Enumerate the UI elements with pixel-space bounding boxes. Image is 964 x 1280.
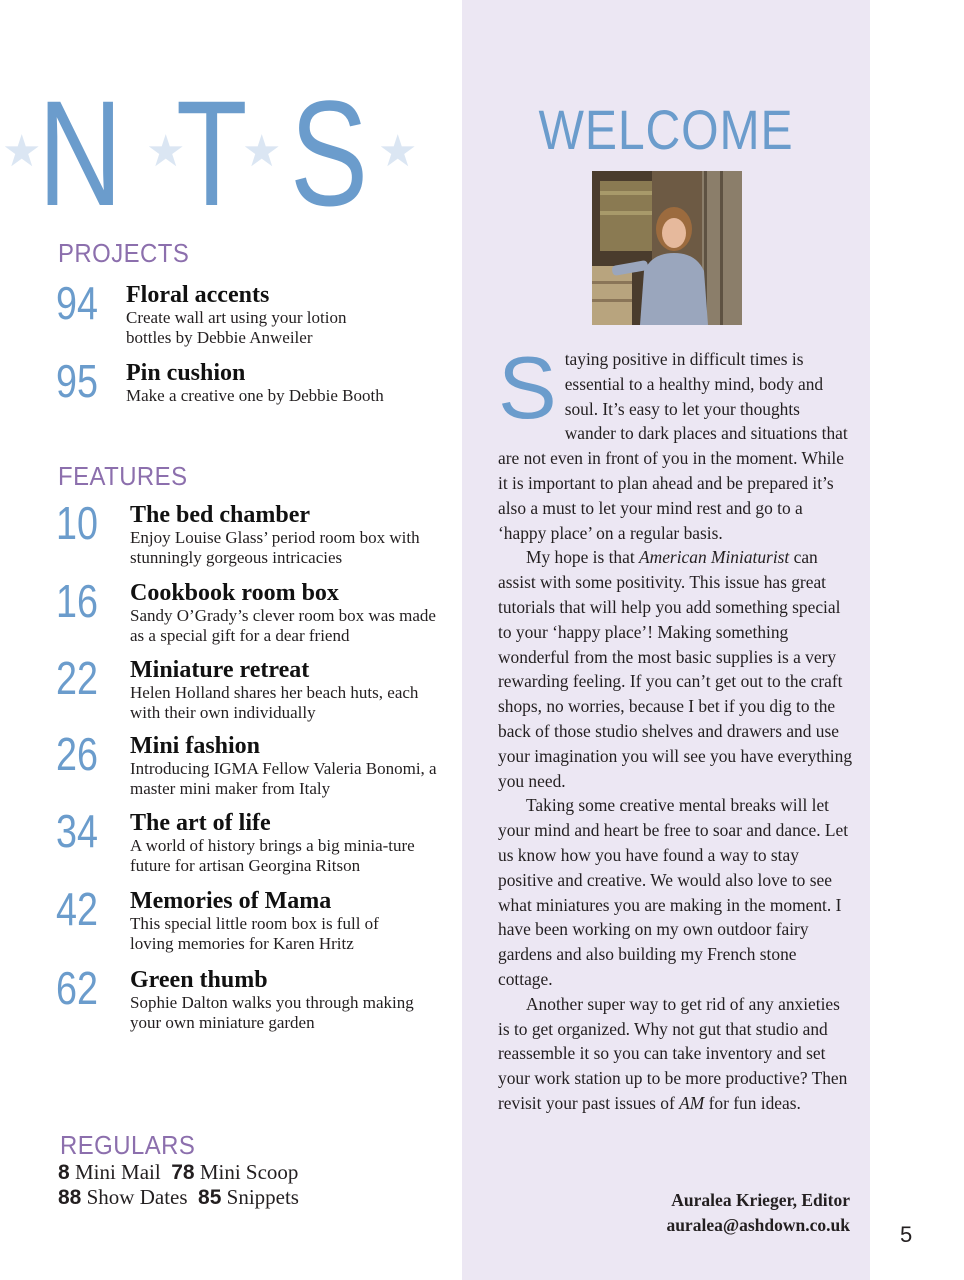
contents-title (0, 69, 440, 237)
entry-description: Sophie Dalton walks you through making your own miniature garden (130, 993, 414, 1032)
entry-description: Make a creative one by Debbie Booth (126, 386, 384, 405)
entry-description: Enjoy Louise Glass’ period room box with stunningly gorgeous intricacies (130, 528, 420, 567)
title-letter-n: N (38, 69, 123, 237)
entry-page-number: 34 (56, 805, 98, 857)
drop-cap: S (498, 338, 557, 437)
entry-title: Floral accents (126, 282, 270, 308)
entry-description: Sandy O’Grady’s clever room box was made as a special gift for a dear friend (130, 606, 436, 645)
entry-title: The bed chamber (130, 502, 310, 528)
entry-title: The art of life (130, 810, 271, 836)
regular-item[interactable]: 85 Snippets (198, 1185, 299, 1209)
entry-title: Green thumb (130, 967, 268, 993)
entry-title: Pin cushion (126, 360, 246, 386)
letter-paragraph: My hope is that American Miniaturist can assist with some positivity. This issue has great tutorials that will help you add something special to your ‘happy place’! Making something wonderful from the most basic supplies is a very rewarding feeling. If you can’t get out to the craft shops, no worries, because I bet if you dig to the back of those studio shelves and drawers and use your imagination you will see you have everything you need. (498, 547, 853, 791)
regular-item[interactable]: 8 Mini Mail (58, 1160, 161, 1184)
regulars-list (58, 1160, 299, 1210)
entry-page-number: 16 (56, 575, 98, 627)
star-icon: ★ (378, 127, 418, 176)
entry-title: Cookbook room box (130, 580, 339, 606)
letter-paragraph: Another super way to get rid of any anxieties is to get organized. Why not gut that studio and reassemble it so you can take inventory and set your work station up to be more productive? Then revisit your past issues of AM for fun ideas. (498, 993, 848, 1113)
star-icon: ★ (146, 127, 186, 176)
entry-description: Create wall art using your lotion bottles by Debbie Anweiler (126, 308, 347, 347)
editor-signoff (600, 1188, 850, 1238)
entry-page-number: 42 (56, 883, 98, 935)
features-heading: FEATURES (58, 461, 188, 491)
regular-item[interactable]: 78 Mini Scoop (171, 1160, 299, 1184)
letter-paragraph: Staying positive in difficult times is essential to a healthy mind, body and soul. It’s easy to let your thoughts wander to dark places and situations that are not even in front of you in the moment. While it is important to plan ahead and be prepared it’s also a must to let your mind rest and go to a ‘happy place’ on a regular basis. (498, 338, 848, 543)
entry-description: Helen Holland shares her beach huts, each with their own individually (130, 683, 419, 722)
projects-heading: PROJECTS (58, 238, 190, 268)
editor-signature: Auralea Krieger, Editor (671, 1190, 850, 1210)
entry-page-number: 95 (56, 355, 98, 407)
entry-page-number: 22 (56, 652, 98, 704)
editor-email-link[interactable]: auralea@ashdown.co.uk (666, 1215, 850, 1235)
star-icon: ★ (2, 127, 42, 176)
entry-page-number: 62 (56, 962, 98, 1014)
entry-title: Memories of Mama (130, 888, 332, 914)
title-letter-s: S (290, 69, 369, 237)
editor-letter (498, 338, 854, 1116)
letter-paragraph: Taking some creative mental breaks will let your mind and heart be free to soar and dance. Let us know how you have found a way to stay positive and creative. We would also love to see what miniatures you are making in the moment. I have been working on my own outdoor fairy gardens and also building my French stone cottage. (498, 795, 849, 989)
title-letter-t: T (176, 69, 248, 237)
star-icon: ★ (242, 127, 282, 176)
welcome-heading: WELCOME (538, 98, 794, 161)
entry-page-number: 10 (56, 497, 98, 549)
entry-title: Mini fashion (130, 733, 261, 759)
editor-photo (592, 171, 742, 325)
entry-page-number: 94 (56, 277, 98, 329)
entry-description: Introducing IGMA Fellow Valeria Bonomi, a master mini maker from Italy (130, 759, 437, 798)
regulars-heading: REGULARS (60, 1130, 196, 1160)
entry-description: A world of history brings a big minia-ture future for artisan Georgina Ritson (130, 836, 415, 875)
entry-description: This special little room box is full of loving memories for Karen Hritz (130, 914, 379, 953)
entry-title: Miniature retreat (130, 657, 310, 683)
regular-item[interactable]: 88 Show Dates (58, 1185, 188, 1209)
page-number: 5 (900, 1222, 913, 1247)
entry-page-number: 26 (56, 728, 98, 780)
